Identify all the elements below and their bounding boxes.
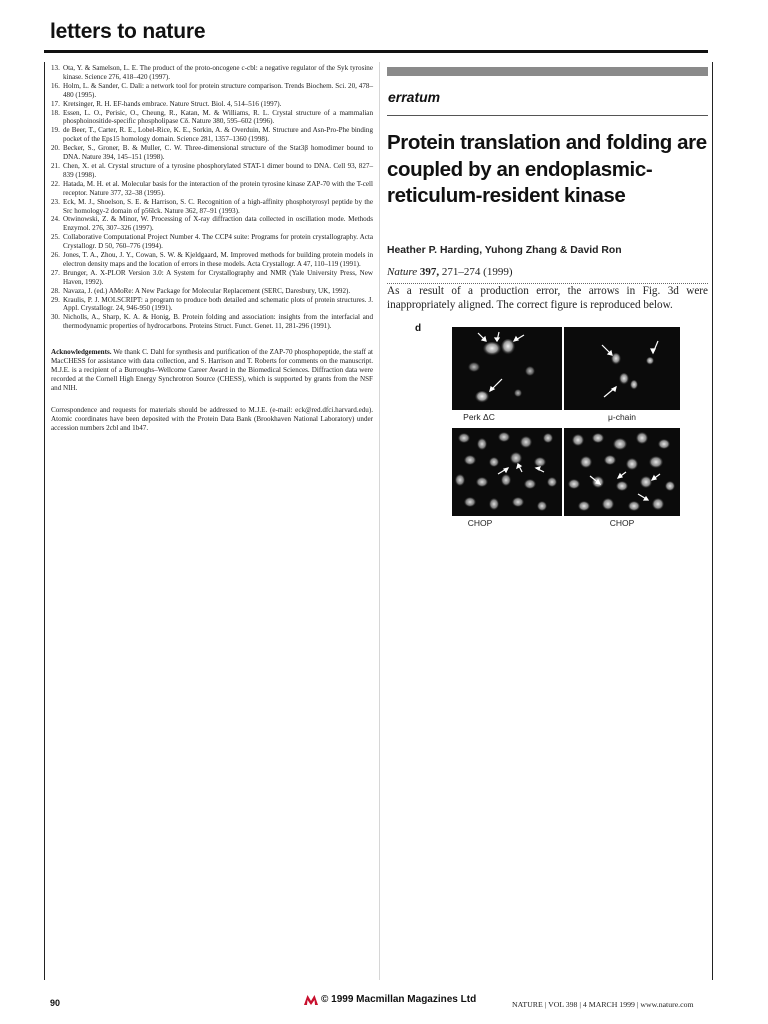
reference-item <box>51 162 373 180</box>
reference-text: Brunger, A. X-PLOR Version 3.0: A System for Crystallography and NMR (Yale University Press, New Haven, 1992). <box>63 268 373 286</box>
reference-text: Navaza, J. (ed.) AMoRe: A New Package for Molecular Replacement (SERC, Daresbury, UK, 1992). <box>63 286 351 295</box>
page-header-title: letters to nature <box>50 20 206 43</box>
reference-item <box>51 313 373 331</box>
acknowledgements-text: We thank C. Dahl for synthesis and purification of the ZAP-70 phosphopeptide, the staff at MacCHESS for assistance with data collection, and S. Harrison and T. Roberts for comments on the manuscript. M.J.E. is a recipient of a Burroughs–Wellcome Career Award in the Biomedical Sciences. Diffraction data were recorded at the Cornell High Energy Synchrotron Source (CHESS), which is supported by grants from the NSF and NIH. <box>51 348 373 392</box>
copyright-text: © 1999 Macmillan Magazines Ltd <box>321 994 477 1005</box>
reference-number: 23. <box>51 197 60 206</box>
panel-label-mu-chain: μ-chain <box>607 412 637 422</box>
reference-item <box>51 287 373 296</box>
erratum-section-bar <box>387 67 708 76</box>
header-rule <box>44 50 708 53</box>
citation-journal: Nature <box>387 266 418 278</box>
reference-number: 24. <box>51 215 60 224</box>
reference-item <box>51 198 373 216</box>
acknowledgements <box>51 348 373 393</box>
reference-number: 18. <box>51 108 60 117</box>
column-divider <box>379 62 380 980</box>
reference-text: Otwinowski, Z. & Minor, W. Processing of X-ray diffraction data collected in oscillation mode. Methods Enzymol. 276, 307–326 (1997). <box>63 215 373 233</box>
copyright-line <box>304 994 476 1005</box>
figure-panel-label: d <box>415 323 422 334</box>
reference-text: Essen, L. O., Perisic, O., Cheung, R., Katan, M. & Williams, R. L. Crystal structure of a mammalian phosphoinositide-specific phospholipase Cδ. Nature 380, 595–602 (1996). <box>63 108 373 126</box>
reference-text: Kraulis, P. J. MOLSCRIPT: a program to produce both detailed and schematic plots of protein structures. J. Appl. Crystallogr. 24, 946-950 (1991). <box>63 295 373 313</box>
reference-text: Chen, X. et al. Crystal structure of a tyrosine phosphorylated STAT-1 dimer bound to DNA. Cell 93, 827–839 (1998). <box>63 161 373 179</box>
reference-number: 20. <box>51 144 60 153</box>
reference-number: 29. <box>51 295 60 304</box>
reference-number: 26. <box>51 251 60 260</box>
left-column <box>51 64 373 432</box>
reference-text: Becker, S., Groner, B. & Muller, C. W. Three-dimensional structure of the Stat3β homodimer bound to DNA. Nature 394, 145–151 (1998). <box>63 144 373 162</box>
reference-text: Holm, L. & Sander, C. Dali: a network tool for protein structure comparison. Trends Biochem. Sci. 20, 478–480 (1995). <box>63 81 373 99</box>
reference-item <box>51 251 373 269</box>
reference-number: 19. <box>51 126 60 135</box>
reference-number: 30. <box>51 313 60 322</box>
page-number: 90 <box>50 998 61 1008</box>
acknowledgements-label: Acknowledgements. <box>51 348 112 357</box>
reference-item <box>51 180 373 198</box>
reference-text: Nicholls, A., Sharp, K. A. & Honig, B. Protein folding and association: insights from the interfacial and thermodynamic properties of hydrocarbons. Proteins Struct. Funct. Genet. 11, 281-296 (1991). <box>63 313 373 331</box>
micrograph-perk <box>452 327 562 410</box>
erratum-citation <box>387 266 512 278</box>
erratum-heading: erratum <box>388 89 441 105</box>
citation-volume: 397, <box>419 266 440 278</box>
panel-label-chop-right: CHOP <box>609 518 635 528</box>
reference-item <box>51 269 373 287</box>
citation-pages: 271–274 (1999) <box>439 266 513 278</box>
reference-number: 17. <box>51 99 60 108</box>
reference-number: 27. <box>51 268 60 277</box>
reference-text: Collaborative Computational Project Number 4. The CCP4 suite: Programs for protein crystallography. Acta Crystallogr. D 50, 760–776 (1994). <box>63 233 373 251</box>
panel-label-perk: Perk ΔC <box>463 412 495 422</box>
reference-item <box>51 126 373 144</box>
reference-item <box>51 100 373 109</box>
reference-text: Jones, T. A., Zhou, J. Y., Cowan, S. W. & Kjeldgaard, M. Improved methods for building protein models in electron density maps and the location of errors in these models. Acta Crystallogr. A 47, 110–119 (1991). <box>63 251 373 268</box>
reference-number: 22. <box>51 179 60 188</box>
reference-number: 16. <box>51 81 60 90</box>
erratum-title: Protein translation and folding are coupled by an endoplasmic-reticulum-resident kinase <box>387 131 707 207</box>
micrograph-chop-right <box>564 428 680 516</box>
reference-text: Hatada, M. H. et al. Molecular basis for the interaction of the protein tyrosine kinase ZAP-70 with the T-cell receptor. Nature 377, 32–38 (1995). <box>63 179 373 197</box>
reference-list <box>51 64 373 331</box>
erratum-authors: Heather P. Harding, Yuhong Zhang & David Ron <box>387 245 622 256</box>
correspondence-note: Correspondence and requests for materials should be addressed to M.J.E. (e-mail: eck@red.dfci.harvard.edu). Atomic coordinates have been deposited with the Protein Data Bank (Brookhaven National Laboratory) under accession numbers 2cbl and 1b47. <box>51 405 373 432</box>
left-border-line <box>44 62 45 980</box>
micrograph-chop-left <box>452 428 562 516</box>
reference-item <box>51 144 373 162</box>
reference-number: 21. <box>51 161 60 170</box>
reference-item <box>51 109 373 127</box>
micrograph-mu-chain <box>564 327 680 410</box>
reference-item <box>51 82 373 100</box>
reference-text: Eck, M. J., Shoelson, S. E. & Harrison, S. C. Recognition of a high-affinity phosphotyrosyl peptide by the Src homology-2 domain of p56lck. Nature 362, 87–91 (1993). <box>63 197 373 215</box>
reference-item <box>51 64 373 82</box>
reference-text: de Beer, T., Carter, R. E., Lobel-Rice, K. E., Sorkin, A. & Overduin, M. Structure and Asn-Pro-Phe binding pocket of the Eps15 homology domain. Science 281, 1357–1360 (1998). <box>63 126 373 144</box>
reference-text: Ota, Y. & Samelson, L. E. The product of the proto-oncogene c-cbl: a negative regulator of the Syk tyrosine kinase. Science 276, 418–420 (1997). <box>63 64 373 81</box>
reference-number: 13. <box>51 64 60 72</box>
reference-item <box>51 296 373 314</box>
reference-text: Kretsinger, R. H. EF-hands embrace. Nature Struct. Biol. 4, 514–516 (1997). <box>63 99 282 108</box>
panel-label-chop-left: CHOP <box>467 518 493 528</box>
reference-number: 28. <box>51 286 60 295</box>
reference-item <box>51 233 373 251</box>
reference-item <box>51 215 373 233</box>
erratum-rule <box>387 115 708 116</box>
macmillan-logo-icon <box>304 995 318 1005</box>
erratum-body: As a result of a production error, the arrows in Fig. 3d were inappropriately aligned. The correct figure is reproduced below. <box>387 285 708 311</box>
journal-footer: NATURE | VOL 398 | 4 MARCH 1999 | www.nature.com <box>512 1000 694 1009</box>
reference-number: 25. <box>51 233 60 242</box>
